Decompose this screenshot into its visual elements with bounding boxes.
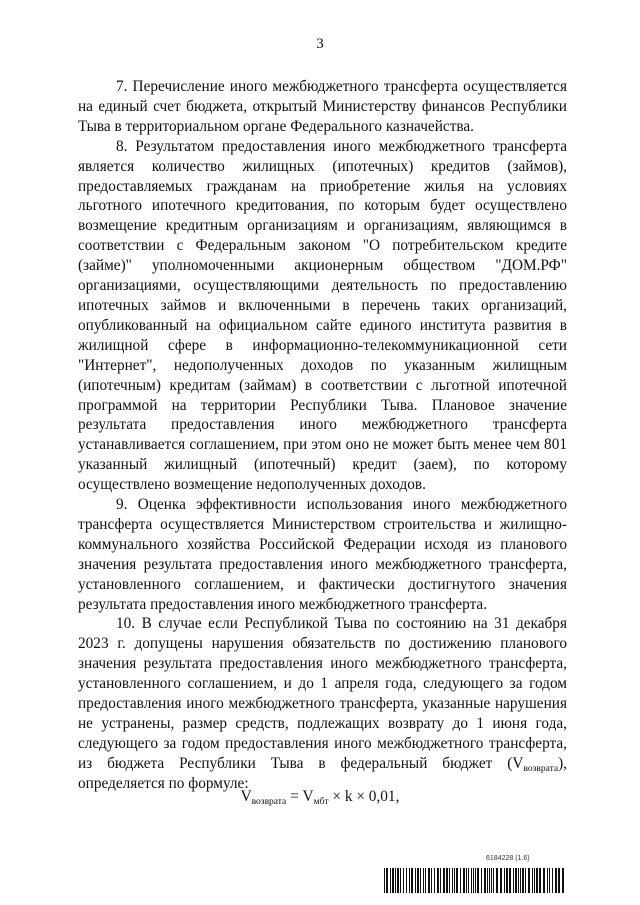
document-body bbox=[78, 77, 567, 794]
paragraph-9: 9. Оценка эффективности использования иного межбюджетного трансферта осуществляется Министерством строительства и жилищно-коммунального хозяйства Российской Федерации исходя из планового значения результата предоставления иного межбюджетного трансферта, установленного соглашением, и фактически достигнутого значения результата предоставления иного межбюджетного трансферта. bbox=[78, 496, 567, 613]
refund-variable: $V_{возврата}$ bbox=[512, 754, 559, 774]
formula-rhs: $V_{мбт}$ bbox=[302, 788, 329, 807]
refund-formula bbox=[0, 788, 640, 806]
document-id: 6184228 (1.6) bbox=[486, 855, 530, 862]
paragraph-10-tail: ), определяется по формуле: bbox=[78, 754, 567, 792]
formula-equals: = bbox=[286, 788, 303, 805]
page-number: 3 bbox=[316, 36, 324, 52]
paragraph-10 bbox=[78, 614, 567, 793]
paragraph-7: 7. Перечисление иного межбюджетного трансферта осуществляется на единый счет бюджета, открытый Министерству финансов Республики Тыва в территориальном органе Федерального казначейства. bbox=[78, 78, 567, 135]
barcode-image bbox=[384, 868, 566, 893]
formula-rest: × k × 0,01, bbox=[328, 788, 400, 805]
formula-lhs: $V_{возврата}$ bbox=[240, 788, 287, 807]
paragraph-8: 8. Результатом предоставления иного межбюджетного трансферта является количество жилищных (ипотечных) кредитов (займов), предоставляемых гражданам на приобретение жилья на условиях льготного ипотечного кредитования, по которым будет осуществлено возмещение кредитным организациям и организациям, являющимся в соответствии с Федеральным законом "О потребительском кредите (займе)" уполномоченными акционерным обществом "ДОМ.РФ" организациями, осуществляющими деятельность по предоставлению ипотечных займов и включенными в перечень таких организаций, опубликованный на официальном сайте единого института развития в жилищной сфере в информационно-телекоммуникационной сети "Интернет", недополученных доходов по указанным жилищным (ипотечным) кредитам (займам) в соответствии с льготной ипотечной программой на территории Республики Тыва. Плановое значение результата предоставления иного межбюджетного трансферта устанавливается соглашением, при этом оно не может быть менее чем 801 указанный жилищный (ипотечный) кредит (заем), по которому осуществлено возмещение недополученных доходов. bbox=[78, 137, 567, 494]
paragraph-10-text: 10. В случае если Республикой Тыва по состоянию на 31 декабря 2023 г. допущены нарушения обязательств по достижению планового значения результата предоставления иного межбюджетного трансферта, установленного соглашением, и до 1 апреля года, следующего за годом предоставления иного межбюджетного трансферта, указанные нарушения не устранены, размер средств, подлежащих возврату до 1 июня года, следующего за годом предоставления иного межбюджетного трансферта, из бюджета Республики Тыва в федеральный бюджет ( bbox=[78, 615, 567, 772]
